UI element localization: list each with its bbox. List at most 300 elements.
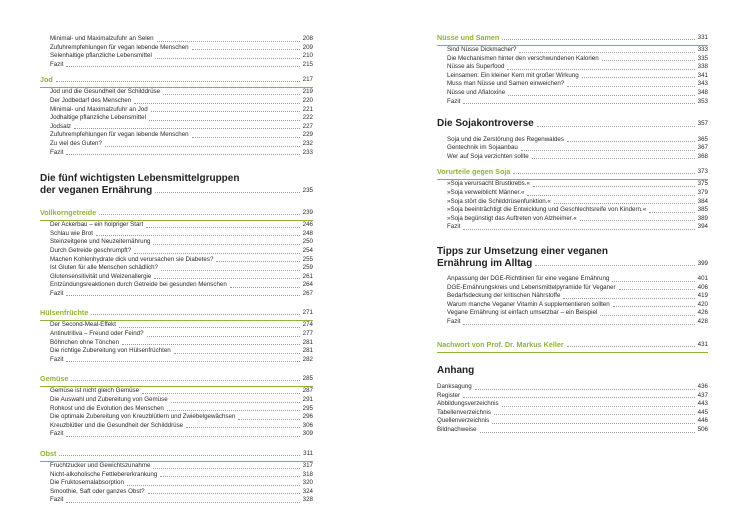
dot-leader xyxy=(71,380,299,381)
entry-title: Minimal- und Maximalzufuhr an Selen xyxy=(50,35,154,42)
page-number: 333 xyxy=(697,46,708,53)
toc-entry xyxy=(437,318,708,327)
dot-leader xyxy=(527,195,694,196)
page-number: 281 xyxy=(302,338,313,346)
toc-entry xyxy=(437,301,708,310)
toc-entry xyxy=(437,383,708,392)
dot-leader xyxy=(151,111,300,112)
dot-leader xyxy=(230,287,300,288)
dot-leader xyxy=(66,66,299,67)
page-number: 235 xyxy=(302,186,313,194)
toc-entry xyxy=(40,88,313,97)
anhang-title: Anhang xyxy=(437,364,475,376)
dot-leader xyxy=(155,58,300,59)
spacer xyxy=(40,196,313,207)
entry-title: »Soja begünstigt das Auftreten von Alzheimer.« xyxy=(447,214,577,222)
toc-entry xyxy=(40,273,313,282)
dot-leader xyxy=(619,289,695,290)
section-title: Vorurteile gegen Soja xyxy=(437,167,511,177)
entry-title: Wer auf Soja verzichten sollte xyxy=(447,152,529,160)
dot-leader xyxy=(160,476,299,477)
page-number: 210 xyxy=(302,52,313,60)
dot-leader xyxy=(612,281,694,282)
page-number: 401 xyxy=(697,275,708,282)
spacer xyxy=(40,298,313,307)
dot-leader xyxy=(507,69,694,70)
dot-leader xyxy=(66,361,299,362)
toc-entry xyxy=(40,413,313,422)
page-number: 208 xyxy=(302,35,313,42)
page-number: 281 xyxy=(302,347,313,355)
page-number: 261 xyxy=(302,272,313,280)
page-number: 335 xyxy=(697,54,708,62)
toc-entry xyxy=(437,89,708,98)
toc-entry xyxy=(40,347,313,356)
dot-leader xyxy=(149,120,300,121)
toc-entry xyxy=(40,264,313,273)
toc-entry xyxy=(40,44,313,53)
toc-entry xyxy=(40,123,313,132)
page-number: 255 xyxy=(302,255,313,263)
entry-title: Die Auswahl und Zubereitung von Gemüse xyxy=(50,396,168,404)
page-number: 353 xyxy=(697,97,708,105)
dot-leader xyxy=(519,52,694,53)
page-number: 331 xyxy=(697,34,708,41)
entry-title: Die Mechanismen hinter den verschwundenen Kalorien xyxy=(447,54,599,62)
page-number: 437 xyxy=(697,391,708,399)
entry-title: »Soja beeinträchtigt die Entwicklung und Geschlechtsreife von Kindern.« xyxy=(447,206,647,214)
dot-leader xyxy=(119,327,300,328)
entry-title: Steinzeitgene und Neuzeiternährung xyxy=(50,238,151,246)
page-number: 328 xyxy=(302,496,313,504)
chapter-title-line-2: Ernährung im Alltag xyxy=(437,257,533,269)
dot-leader xyxy=(192,137,300,138)
page-number: 285 xyxy=(302,375,313,383)
entry-title: Die optimale Zubereitung von Kreuzblütlern und Zwiebelgewächsen xyxy=(50,413,236,421)
dot-leader xyxy=(155,192,299,193)
entry-title: Die Fruktosemalabsorption xyxy=(50,479,124,487)
entry-title: Abbildungsverzeichnis xyxy=(437,400,499,408)
spacer xyxy=(437,353,708,365)
page-number: 399 xyxy=(697,259,708,267)
dot-leader xyxy=(613,306,695,307)
dot-leader xyxy=(563,298,694,299)
toc-entry xyxy=(437,144,708,153)
page-number: 282 xyxy=(302,355,313,363)
page-number: 348 xyxy=(697,88,708,96)
dot-leader xyxy=(148,493,300,494)
toc-entry xyxy=(40,396,313,405)
entry-title: Bildnachweise xyxy=(437,426,477,434)
entry-title: Anpassung der DGE-Richtlinien für eine vegane Ernährung xyxy=(447,275,610,282)
entry-title: Ist Gluten für alle Menschen schädlich? xyxy=(50,264,158,272)
entry-title: Soja und die Zerstörung des Regenwaldes xyxy=(447,135,564,143)
page-number: 227 xyxy=(302,122,313,130)
dot-leader xyxy=(142,393,300,394)
section-heading xyxy=(40,448,313,462)
page-number: 385 xyxy=(697,206,708,214)
page-number: 267 xyxy=(302,289,313,297)
entry-title: DGE-Ernährungskreis und Lebensmittelpyramide für Veganer xyxy=(447,283,616,291)
section-title: Vollkorngetreide xyxy=(40,208,97,218)
entry-title: Rohkost und die Evolution des Menschen xyxy=(50,404,164,412)
page-number: 291 xyxy=(302,396,313,404)
toc-entry xyxy=(437,55,708,64)
toc-entry xyxy=(40,230,313,239)
page-number: 295 xyxy=(302,404,313,412)
spacer xyxy=(437,106,708,118)
section-line xyxy=(40,74,313,85)
dot-leader xyxy=(66,502,299,503)
entry-title: Nüsse als Superfood xyxy=(447,63,505,71)
toc-entry xyxy=(437,417,708,426)
chapter-line-2 xyxy=(437,258,708,270)
toc-entry xyxy=(40,321,313,330)
dot-leader xyxy=(600,315,694,316)
entry-title: Fazit xyxy=(447,97,461,105)
entry-title: Böhnchen ohne Tönchen xyxy=(50,338,120,346)
toc-entry xyxy=(437,284,708,293)
dot-leader xyxy=(153,244,299,245)
dot-leader xyxy=(502,406,695,407)
page-number: 222 xyxy=(302,114,313,122)
entry-title: Jod und die Gesundheit der Schilddrüse xyxy=(50,88,161,96)
entry-title: Bedarfsdeckung der kritischen Nährstoffe xyxy=(447,292,561,300)
dot-leader xyxy=(494,414,695,415)
entry-title: Gemüse ist nicht gleich Gemüse xyxy=(50,387,140,395)
page-number: 264 xyxy=(302,281,313,289)
dot-leader xyxy=(105,146,300,147)
page-number: 246 xyxy=(302,221,313,229)
entry-title: Schlau wie Brot xyxy=(50,229,93,237)
page-number: 436 xyxy=(697,383,708,391)
toc-entry xyxy=(40,97,313,106)
dot-leader xyxy=(463,397,695,398)
page-number: 394 xyxy=(697,223,708,231)
entry-title: Smoothie, Saft oder ganzes Obst? xyxy=(50,487,145,495)
page-number: 506 xyxy=(697,426,708,434)
page-number: 250 xyxy=(302,238,313,246)
page-number: 384 xyxy=(697,197,708,205)
entry-title: Zufuhrempfehlungen für vegan lebende Menschen xyxy=(50,131,189,139)
page-number: 373 xyxy=(697,168,708,176)
dot-leader xyxy=(66,295,299,296)
entry-title: Minimal- und Maximalzufuhr an Jod xyxy=(50,105,148,113)
dot-leader xyxy=(122,344,300,345)
page-number: 428 xyxy=(697,317,708,325)
entry-title: Entzündungsreaktionen durch Getreide bei gesunden Menschen xyxy=(50,281,227,289)
page-number: 320 xyxy=(302,479,313,487)
toc-entry xyxy=(40,471,313,480)
dot-leader xyxy=(99,214,299,215)
page-number: 217 xyxy=(302,76,313,84)
entry-title: Fazit xyxy=(50,496,64,504)
dot-leader xyxy=(521,150,695,151)
entry-title: Jodsalz xyxy=(50,122,71,130)
page-number: 229 xyxy=(302,131,313,139)
toc-entry xyxy=(437,292,708,301)
toc-entry xyxy=(437,400,708,409)
dot-leader xyxy=(537,126,695,127)
entry-title: Durch Getreide geschrumpft? xyxy=(50,246,132,254)
toc-entry xyxy=(40,462,313,471)
dot-leader xyxy=(96,235,300,236)
page-number: 318 xyxy=(302,470,313,478)
section-heading xyxy=(40,207,313,221)
chapter-title-line-2: der veganen Ernährung xyxy=(40,184,153,196)
dot-leader xyxy=(535,265,694,266)
page-number: 287 xyxy=(302,387,313,395)
dot-leader xyxy=(163,94,300,95)
page-number: 367 xyxy=(697,144,708,152)
dot-leader xyxy=(174,353,300,354)
toc-entry xyxy=(437,63,708,72)
dot-leader xyxy=(127,485,300,486)
spacer xyxy=(437,327,708,339)
toc-entry xyxy=(40,61,313,70)
nachwort-heading xyxy=(437,339,708,350)
toc-entry xyxy=(40,114,313,123)
entry-title: Leinsamen: Ein kleiner Kern mit großer Wirkung xyxy=(447,71,579,79)
entry-title: Der Ackerbau – ein holpriger Start xyxy=(50,221,144,229)
page-number: 431 xyxy=(697,340,708,348)
toc-entry xyxy=(40,149,313,158)
toc-entry xyxy=(40,356,313,365)
dot-leader xyxy=(91,314,299,315)
toc-entry xyxy=(437,223,708,232)
dot-leader xyxy=(66,436,299,437)
entry-title: Glutensensitivität und Weizenallergie xyxy=(50,272,152,280)
page-number: 215 xyxy=(302,60,313,68)
dot-leader xyxy=(463,229,694,230)
chapter-title: Die Sojakontroverse xyxy=(437,118,534,130)
toc-entry xyxy=(437,80,708,89)
entry-title: Zufuhrempfehlungen für vegan lebende Menschen xyxy=(50,43,189,51)
page-number: 221 xyxy=(302,105,313,113)
dot-leader xyxy=(147,336,300,337)
page-number: 239 xyxy=(302,209,313,217)
dot-leader xyxy=(502,39,694,40)
page-number: 220 xyxy=(302,96,313,104)
nachwort-title: Nachwort von Prof. Dr. Markus Keller xyxy=(437,339,564,349)
section-title: Gemüse xyxy=(40,374,69,384)
page-number: 271 xyxy=(302,309,313,317)
section-title: Hülsenfrüchte xyxy=(40,308,89,318)
spacer xyxy=(40,439,313,448)
dot-leader xyxy=(602,60,695,61)
section-heading xyxy=(40,74,313,88)
toc-left-column xyxy=(40,35,313,505)
entry-title: Machen Kohlenhydrate dick und verursachen sie Diabetes? xyxy=(50,255,214,263)
dot-leader xyxy=(192,49,300,50)
toc-entry xyxy=(437,392,708,401)
toc-entry xyxy=(437,98,708,107)
page-number: 443 xyxy=(697,400,708,408)
page-number: 379 xyxy=(697,189,708,197)
page-number: 311 xyxy=(303,450,313,457)
spacer xyxy=(437,232,708,246)
page-number: 232 xyxy=(302,139,313,147)
toc-entry xyxy=(437,153,708,162)
toc-entry xyxy=(437,309,708,318)
entry-title: Zu viel des Guten? xyxy=(50,139,102,147)
page-number: 306 xyxy=(302,421,313,429)
toc-entry xyxy=(40,221,313,230)
dot-leader xyxy=(171,402,300,403)
toc-entry xyxy=(40,330,313,339)
toc-entry xyxy=(437,180,708,189)
entry-title: Vegane Ernährung ist einfach umsetzbar – ein Beispiel xyxy=(447,309,598,317)
page-number: 357 xyxy=(697,120,708,128)
entry-title: Fazit xyxy=(447,317,461,325)
chapter-line-1 xyxy=(437,246,708,258)
section-line xyxy=(40,307,313,318)
section-heading xyxy=(40,373,313,387)
spacer xyxy=(437,376,708,383)
toc-entry xyxy=(40,140,313,149)
dot-leader xyxy=(186,427,300,428)
toc-entry xyxy=(437,409,708,418)
entry-title: Fazit xyxy=(50,148,64,156)
entry-title: Fazit xyxy=(447,223,461,231)
entry-title: Warum manche Veganer Vitamin A supplementieren sollten xyxy=(447,300,610,308)
dot-leader xyxy=(532,158,695,159)
toc-right-column xyxy=(437,32,708,435)
dot-leader xyxy=(153,468,299,469)
page-number: 209 xyxy=(302,43,313,51)
toc-entry xyxy=(40,281,313,290)
toc-entry xyxy=(437,189,708,198)
dot-leader xyxy=(567,141,695,142)
section-heading xyxy=(437,32,708,46)
page-number: 233 xyxy=(302,148,313,156)
toc-entry xyxy=(40,238,313,247)
dot-leader xyxy=(567,86,694,87)
section-line xyxy=(437,166,708,177)
dot-leader xyxy=(580,220,695,221)
entry-title: Gentechnik im Sojaanbau xyxy=(447,144,518,152)
chapter-line-2 xyxy=(40,185,313,197)
entry-title: Fazit xyxy=(50,60,64,68)
toc-entry xyxy=(40,52,313,61)
section-line xyxy=(40,207,313,218)
dot-leader xyxy=(554,203,695,204)
chapter-line xyxy=(437,118,708,130)
page-number: 446 xyxy=(697,417,708,425)
dot-leader xyxy=(513,173,694,174)
entry-title: Sind Nüsse Dickmacher? xyxy=(447,46,517,53)
toc-entry xyxy=(437,426,708,435)
toc-entry xyxy=(40,479,313,488)
page-number: 277 xyxy=(302,330,313,338)
dot-leader xyxy=(463,103,694,104)
entry-title: Quellenverzeichnis xyxy=(437,417,490,425)
toc-entry xyxy=(437,136,708,145)
page-number: 254 xyxy=(302,246,313,254)
dot-leader xyxy=(167,410,300,411)
right-page xyxy=(375,0,750,529)
toc-entry xyxy=(437,215,708,224)
dot-leader xyxy=(492,423,694,424)
toc-entry xyxy=(437,275,708,284)
toc-entry xyxy=(40,387,313,396)
entry-title: Die richtige Zubereitung von Hülsenfrüchten xyxy=(50,347,171,355)
entry-title: Fazit xyxy=(50,430,64,438)
chapter-title-line-1: Die fünf wichtigsten Lebensmittelgruppen xyxy=(40,173,240,185)
page-number: 445 xyxy=(697,408,708,416)
page-number: 389 xyxy=(697,214,708,222)
section-title: Jod xyxy=(40,75,53,85)
page-number: 248 xyxy=(302,229,313,237)
chapter-heading xyxy=(437,118,708,130)
toc-entry xyxy=(40,405,313,414)
dot-leader xyxy=(238,419,299,420)
entry-title: Der Second-Meal-Effekt xyxy=(50,321,116,329)
dot-leader xyxy=(134,253,300,254)
dot-leader xyxy=(508,95,695,96)
entry-title: Fazit xyxy=(50,289,64,297)
chapter-title-line-1: Tipps zur Umsetzung einer veganen xyxy=(437,246,608,257)
entry-title: Tabellenverzeichnis xyxy=(437,408,491,416)
entry-title: Fazit xyxy=(50,355,64,363)
entry-title: Nüsse und Aflatoxine xyxy=(447,88,506,96)
entry-title: Selenhaltige pflanzliche Lebensmittel xyxy=(50,52,152,60)
chapter-line-1 xyxy=(40,173,313,185)
dot-leader xyxy=(582,77,695,78)
dot-leader xyxy=(157,41,300,42)
page-number: 420 xyxy=(697,300,708,308)
section-line xyxy=(437,32,708,43)
dot-leader xyxy=(56,81,300,82)
entry-title: Jodhaltige pflanzliche Lebensmittel xyxy=(50,114,146,122)
dot-leader xyxy=(649,212,695,213)
dot-leader xyxy=(161,270,300,271)
entry-title: »Soja verursacht Brustkrebs.« xyxy=(447,180,530,188)
page-number: 324 xyxy=(302,487,313,495)
page-number: 296 xyxy=(302,413,313,421)
page-number: 274 xyxy=(302,321,313,329)
dot-leader xyxy=(59,455,300,456)
dot-leader xyxy=(146,227,299,228)
chapter-heading xyxy=(40,173,313,196)
dot-leader xyxy=(567,346,695,347)
toc-entry xyxy=(437,46,708,55)
page-number: 365 xyxy=(697,135,708,143)
page-number: 317 xyxy=(302,462,313,469)
toc-entry xyxy=(40,256,313,265)
page-number: 309 xyxy=(302,430,313,438)
page-number: 375 xyxy=(697,180,708,188)
page-number: 368 xyxy=(697,152,708,160)
dot-leader xyxy=(463,324,694,325)
page-number: 219 xyxy=(302,88,313,96)
toc-entry xyxy=(40,339,313,348)
entry-title: »Soja stört die Schilddrüsenfunktion.« xyxy=(447,197,551,205)
toc-entry xyxy=(40,106,313,115)
entry-title: Antinutritiva – Freund oder Feind? xyxy=(50,330,144,338)
toc-entry xyxy=(437,198,708,207)
section-title: Obst xyxy=(40,449,57,458)
entry-title: »Soja verweiblicht Männer.« xyxy=(447,189,525,197)
toc-entry xyxy=(40,422,313,431)
anhang-heading xyxy=(437,365,708,377)
page-number: 419 xyxy=(697,292,708,300)
section-line xyxy=(40,448,313,459)
toc-entry xyxy=(437,72,708,81)
page-number: 338 xyxy=(697,63,708,71)
toc-entry xyxy=(437,206,708,215)
dot-leader xyxy=(480,432,695,433)
